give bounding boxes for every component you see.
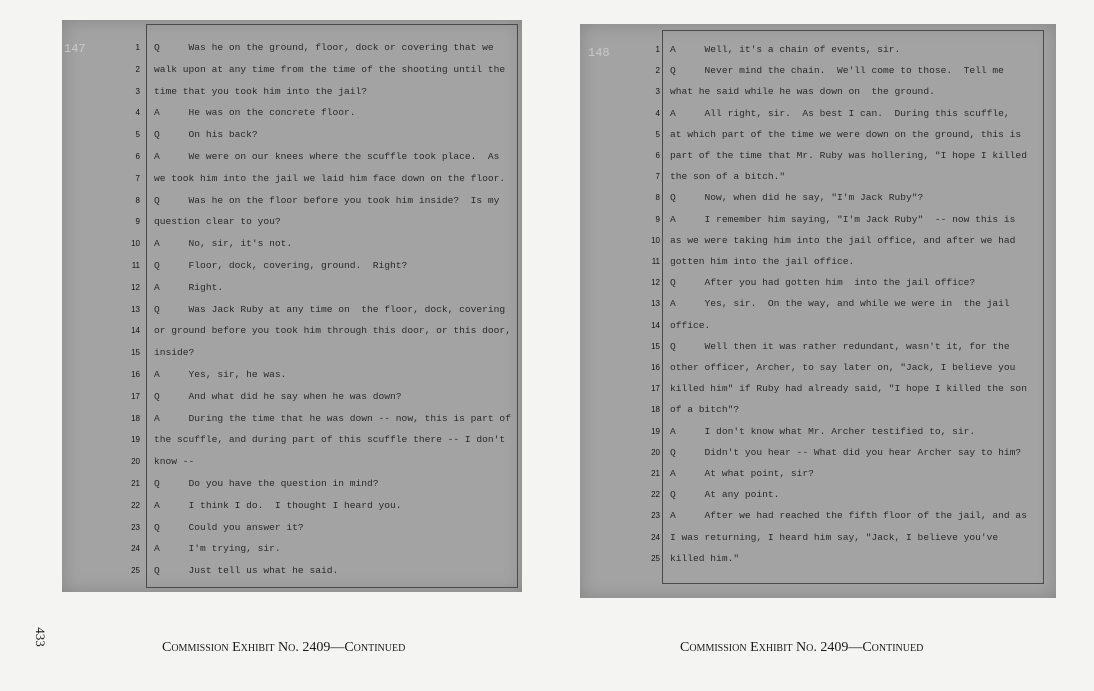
line-number: 23 [131, 522, 140, 532]
line-text: Q And what did he say when he was down? [154, 390, 402, 402]
transcript-line [62, 365, 522, 385]
line-number: 11 [131, 261, 140, 270]
transcript-line [580, 337, 1056, 357]
transcript-line [580, 231, 1056, 251]
line-number: 12 [131, 282, 140, 292]
line-text: Q At any point. [670, 489, 780, 501]
line-number: 17 [651, 384, 660, 394]
transcript-line [62, 60, 522, 80]
line-text: killed him" if Ruby had already said, "I hope I killed the son [670, 383, 1027, 395]
right-page-number: 148 [588, 46, 610, 60]
transcript-line [580, 358, 1056, 378]
line-text: A We were on our knees where the scuffle took place. As [154, 151, 500, 162]
line-number: 5 [135, 130, 140, 140]
line-number: 10 [131, 239, 140, 249]
transcript-line [62, 452, 522, 472]
line-number: 3 [135, 86, 140, 96]
line-text: A Right. [154, 281, 224, 293]
transcript-line [62, 147, 522, 167]
transcript-line [62, 430, 522, 450]
transcript-line [580, 61, 1056, 81]
line-text: Q Didn't you hear -- What did you hear Archer say to him? [670, 446, 1022, 458]
line-text: walk upon at any time from the time of the shooting until the [154, 63, 506, 75]
transcript-line [580, 506, 1056, 526]
transcript-line [62, 234, 522, 254]
line-text: gotten him into the jail office. [670, 256, 855, 267]
transcript-line [62, 387, 522, 407]
line-number: 20 [131, 457, 140, 467]
side-page-number: 433 [33, 627, 48, 647]
line-text: A Well, it's a chain of events, sir. [670, 44, 901, 55]
transcript-line [62, 278, 522, 298]
line-number: 8 [135, 195, 140, 205]
transcript-line [580, 167, 1056, 187]
line-text: Q Do you have the question in mind? [154, 478, 379, 489]
left-page-number: 147 [64, 42, 86, 56]
line-text: A After we had reached the fifth floor of the jail, and as [670, 510, 1027, 522]
line-number: 22 [651, 490, 660, 500]
line-text: Q Was Jack Ruby at any time on the floor, dock, covering [154, 303, 506, 315]
line-text: other officer, Archer, to say later on, "Jack, I believe you [670, 362, 1016, 373]
line-number: 18 [651, 405, 660, 415]
line-number: 21 [131, 479, 140, 488]
line-text: Q Never mind the chain. We'll come to those. Tell me [670, 65, 1004, 77]
transcript-line [62, 103, 522, 123]
line-number: 14 [131, 326, 140, 336]
line-text: question clear to you? [154, 216, 281, 228]
transcript-line [580, 422, 1056, 442]
line-text: we took him into the jail we laid him face down on the floor. [154, 172, 506, 184]
line-text: what he said while he was down on the ground. [670, 86, 935, 98]
line-text: Q Just tell us what he said. [154, 565, 339, 577]
line-text: part of the time that Mr. Ruby was hollering, "I hope I killed [670, 150, 1027, 161]
line-number: 25 [131, 566, 140, 576]
line-text: at which part of the time we were down on the ground, this is [670, 128, 1022, 140]
right-transcript-page [580, 24, 1056, 598]
transcript-line [62, 518, 522, 538]
line-text: A No, sir, it's not. [154, 238, 293, 250]
line-text: Q Could you answer it? [154, 521, 304, 533]
line-number: 18 [131, 413, 140, 423]
line-text: Q Was he on the ground, floor, dock or covering that we [154, 42, 494, 53]
transcript-line [580, 188, 1056, 208]
transcript-line [580, 443, 1056, 463]
line-text: of a bitch"? [670, 404, 740, 416]
line-text: A I think I do. I thought I heard you. [154, 499, 402, 511]
transcript-line [62, 409, 522, 429]
transcript-line [62, 256, 522, 276]
line-number: 2 [655, 66, 660, 76]
line-text: Q Well then it was rather redundant, wasn't it, for the [670, 340, 1010, 352]
line-number: 9 [135, 217, 140, 227]
line-number: 8 [655, 193, 660, 203]
line-number: 9 [655, 214, 660, 224]
line-text: A At what point, sir? [670, 468, 814, 479]
line-number: 2 [135, 64, 140, 74]
transcript-line [580, 316, 1056, 336]
line-number: 20 [651, 447, 660, 457]
line-number: 4 [135, 108, 140, 118]
transcript-line [62, 300, 522, 320]
left-exhibit-caption: Commission Exhibit No. 2409—Continued [162, 640, 406, 655]
line-number: 15 [131, 348, 140, 358]
line-text: office. [670, 319, 711, 331]
line-number: 23 [651, 511, 660, 521]
line-text: Q After you had gotten him into the jail office? [670, 277, 976, 289]
line-number: 1 [135, 43, 140, 52]
line-number: 11 [651, 257, 660, 266]
transcript-line [62, 496, 522, 516]
transcript-line [62, 169, 522, 189]
line-text: I was returning, I heard him say, "Jack, I believe you've [670, 531, 999, 543]
line-text: the son of a bitch." [670, 171, 786, 183]
right-exhibit-caption: Commission Exhibit No. 2409—Continued [680, 640, 924, 655]
transcript-line [62, 82, 522, 102]
transcript-line [62, 38, 522, 58]
line-text: or ground before you took him through this door, or this door, [154, 325, 511, 337]
transcript-line [62, 539, 522, 559]
line-text: A I'm trying, sir. [154, 543, 281, 555]
line-text: inside? [154, 347, 195, 359]
line-number: 19 [651, 426, 660, 436]
line-text: A During the time that he was down -- now, this is part of [154, 412, 511, 424]
transcript-line [580, 104, 1056, 124]
transcript-line [62, 343, 522, 363]
line-number: 1 [655, 45, 660, 54]
line-text: time that you took him into the jail? [154, 85, 368, 97]
line-text: A I don't know what Mr. Archer testified to, sir. [670, 425, 976, 437]
line-text: Q Was he on the floor before you took him inside? Is my [154, 194, 500, 206]
line-number: 17 [131, 391, 140, 401]
left-transcript-page [62, 20, 522, 592]
transcript-line [62, 321, 522, 341]
transcript-line [580, 146, 1056, 166]
line-number: 14 [651, 320, 660, 330]
line-text: A I remember him saying, "I'm Jack Ruby" -- now this is [670, 213, 1016, 225]
transcript-line [580, 379, 1056, 399]
line-text: A Yes, sir. On the way, and while we were in the jail [670, 298, 1010, 310]
transcript-line [580, 549, 1056, 569]
line-number: 7 [655, 172, 660, 182]
line-text: Q Floor, dock, covering, ground. Right? [154, 260, 408, 271]
line-text: as we were taking him into the jail office, and after we had [670, 234, 1016, 246]
transcript-line [62, 125, 522, 145]
transcript-line [580, 40, 1056, 60]
transcript-line [580, 464, 1056, 484]
line-text: Q On his back? [154, 129, 258, 141]
line-number: 6 [135, 152, 140, 161]
line-number: 16 [131, 370, 140, 379]
line-number: 13 [651, 299, 660, 309]
transcript-line [580, 400, 1056, 420]
line-text: Q Now, when did he say, "I'm Jack Ruby"? [670, 192, 924, 204]
line-number: 24 [651, 532, 660, 542]
line-number: 21 [651, 469, 660, 478]
transcript-line [580, 210, 1056, 230]
transcript-line [62, 212, 522, 232]
line-text: the scuffle, and during part of this scuffle there -- I don't [154, 434, 506, 446]
transcript-line [580, 528, 1056, 548]
line-number: 7 [135, 173, 140, 183]
line-number: 24 [131, 544, 140, 554]
line-text: A Yes, sir, he was. [154, 369, 287, 380]
line-number: 15 [651, 341, 660, 351]
line-text: killed him." [670, 552, 740, 564]
line-number: 3 [655, 87, 660, 97]
transcript-line [62, 191, 522, 211]
transcript-line [62, 561, 522, 581]
transcript-line [580, 125, 1056, 145]
transcript-line [580, 82, 1056, 102]
line-number: 13 [131, 304, 140, 314]
transcript-line [580, 485, 1056, 505]
line-text: A He was on the concrete floor. [154, 107, 356, 119]
line-text: A All right, sir. As best I can. During this scuffle, [670, 107, 1010, 119]
transcript-line [580, 273, 1056, 293]
line-number: 19 [131, 435, 140, 445]
line-number: 25 [651, 553, 660, 563]
line-number: 12 [651, 278, 660, 288]
line-text: know -- [154, 456, 195, 468]
transcript-line [580, 294, 1056, 314]
line-number: 16 [651, 363, 660, 372]
transcript-line [62, 474, 522, 494]
transcript-line [580, 252, 1056, 272]
line-number: 4 [655, 108, 660, 118]
line-number: 5 [655, 129, 660, 139]
line-number: 22 [131, 500, 140, 510]
line-number: 10 [651, 235, 660, 245]
line-number: 6 [655, 151, 660, 160]
